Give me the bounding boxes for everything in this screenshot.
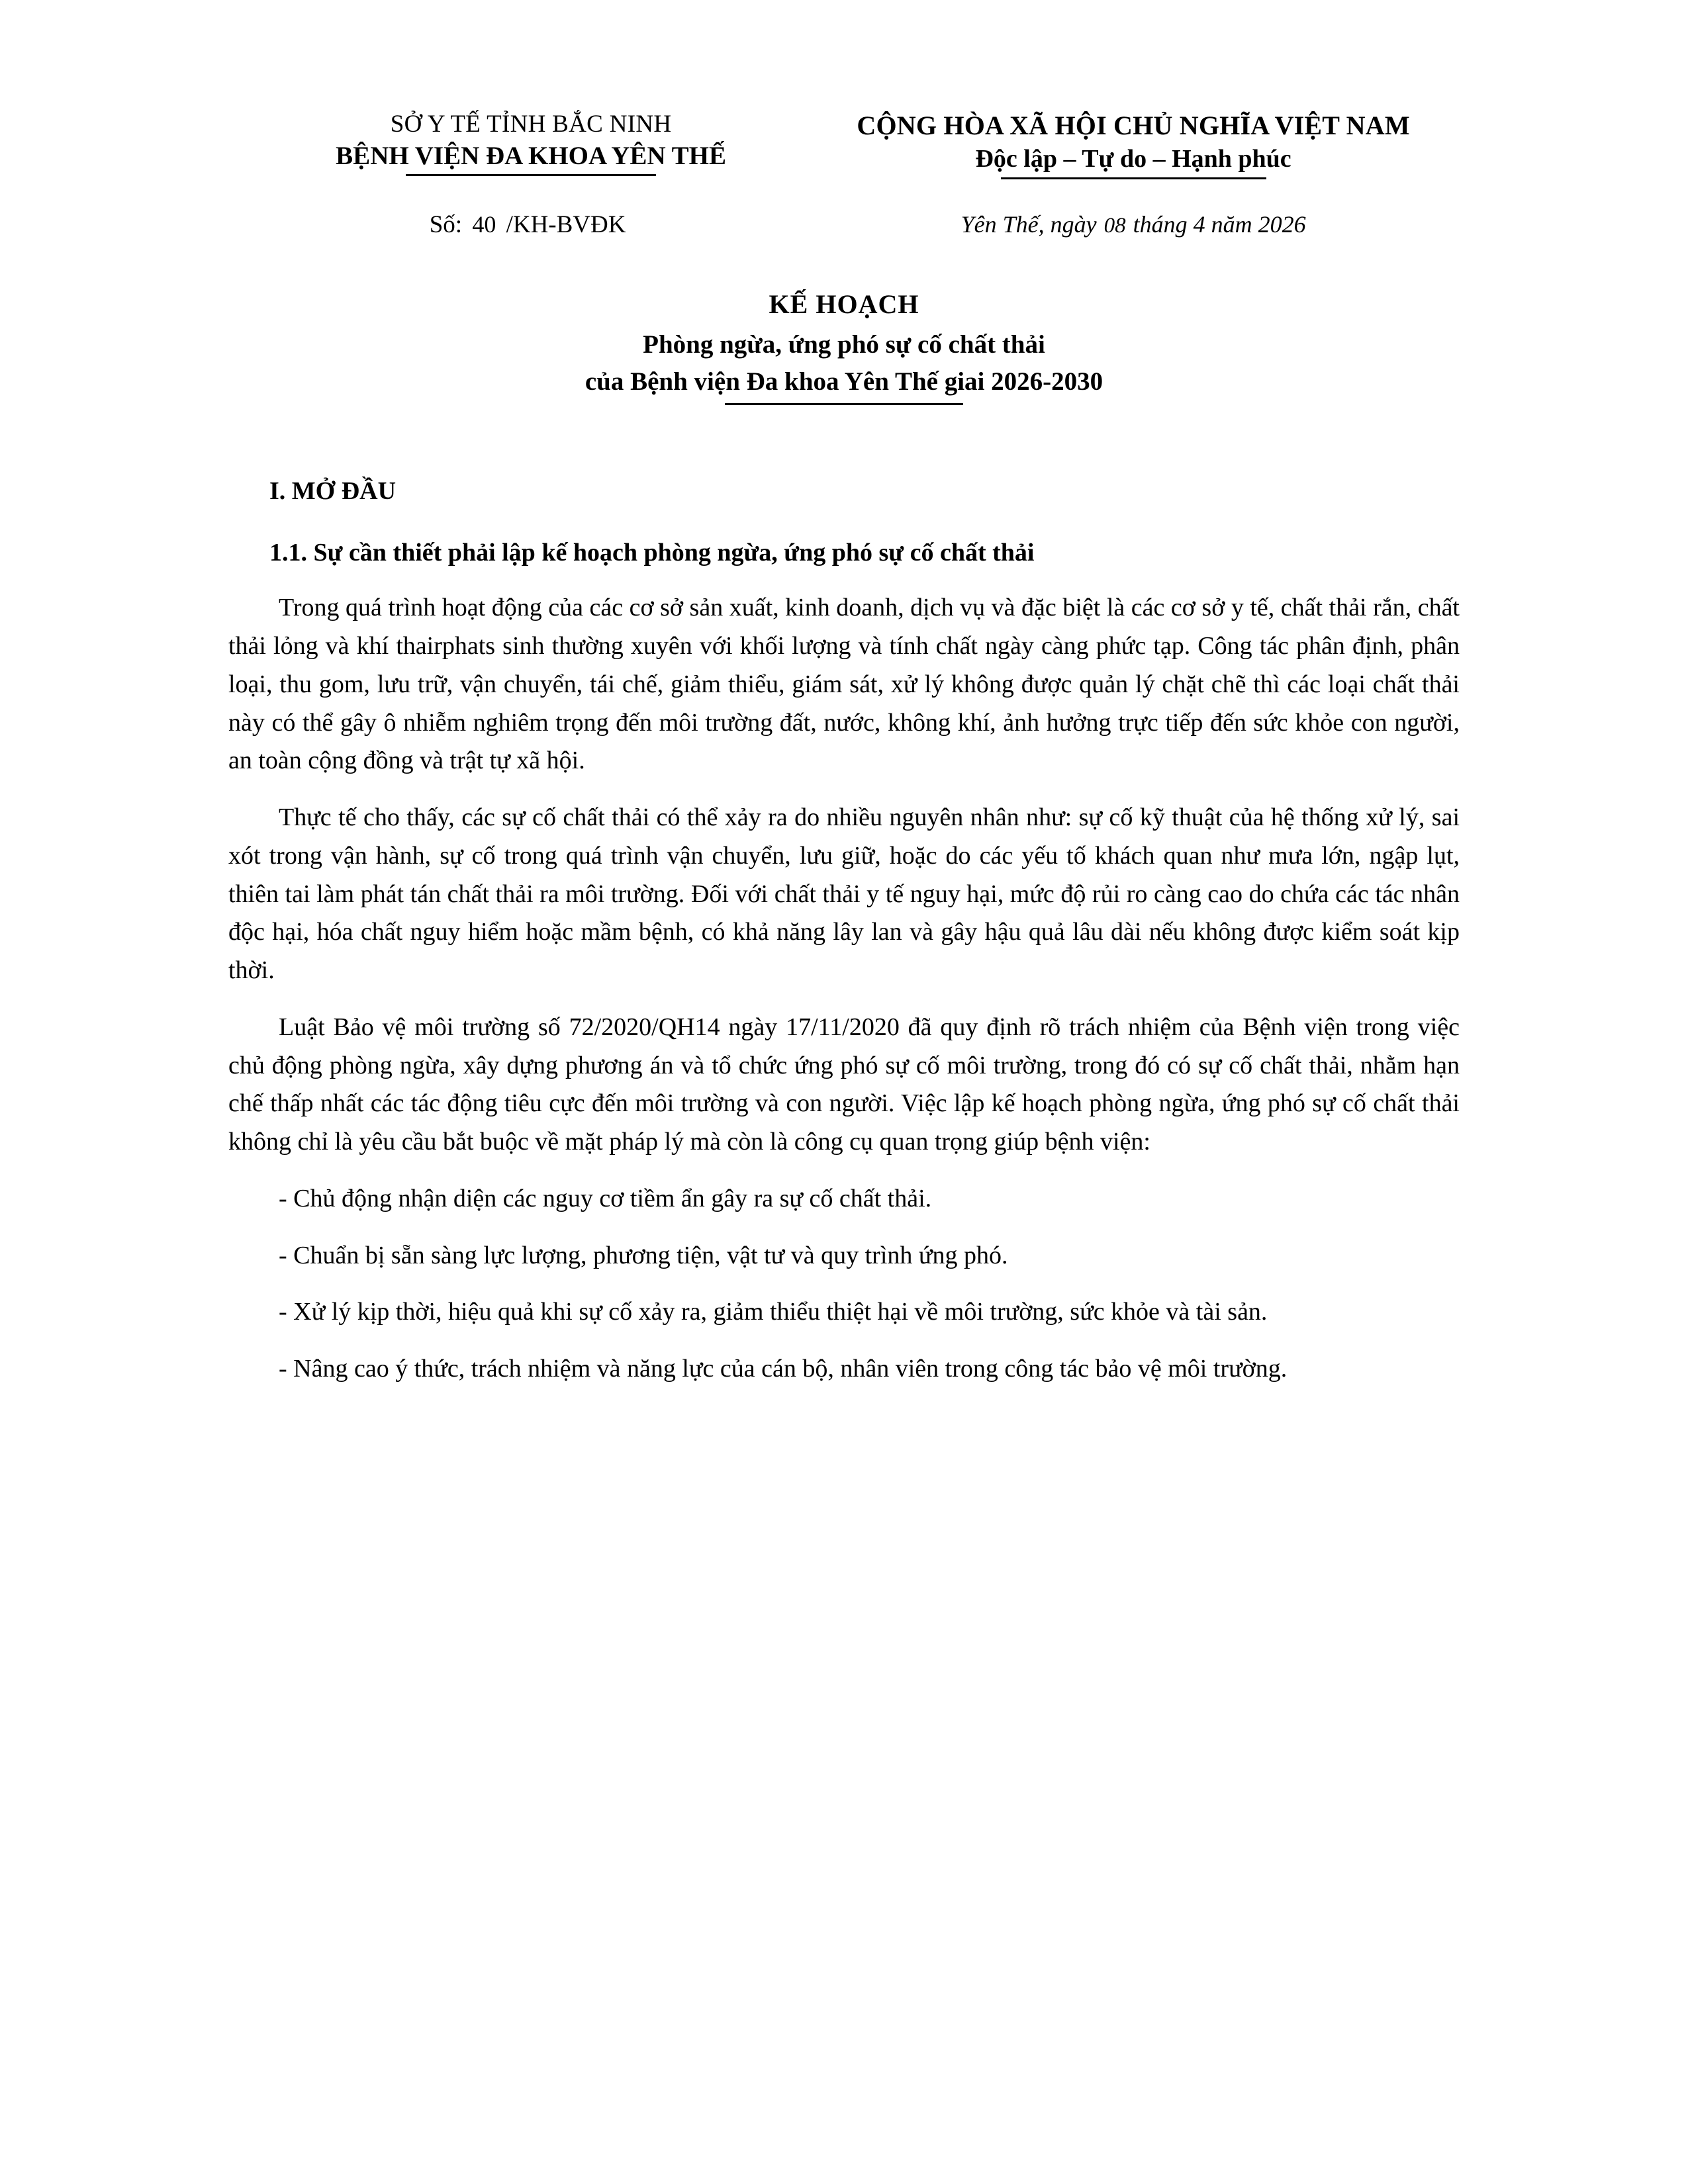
document-number-value: 40 (472, 211, 496, 238)
document-title-block (228, 287, 1460, 400)
document-subheader (228, 210, 1460, 239)
document-number-label: Số: (429, 211, 463, 239)
document-number-suffix: /KH-BVĐK (506, 211, 626, 239)
paragraph-2: Thực tế cho thấy, các sự cố chất thải có thể xảy ra do nhiều nguyên nhân như: sự cố kỹ thuật của hệ thống xử lý, sai xót trong vận hành, sự cố trong quá trình vận chuyển, lưu giữ, hoặc do các yếu tố khách quan như mưa lớn, ngập lụt, thiên tai làm phát tán chất thải ra môi trường. Đối với chất thải y tế nguy hại, mức độ rủi ro càng cao do chứa các tác nhân độc hại, hóa chất nguy hiểm hoặc mầm bệnh, có khả năng lây lan và gây hậu quả lâu dài nếu không được kiểm soát kịp thời. (228, 803, 1460, 985)
issuing-authority: SỞ Y TẾ TỈNH BẮC NINH (390, 111, 672, 138)
paragraph-3: Luật Bảo vệ môi trường số 72/2020/QH14 ngày 17/11/2020 đã quy định rõ trách nhiệm của Bệnh viện trong việc chủ động phòng ngừa, xây dựng phương án và tổ chức ứng phó sự cố môi trường, trong đó có sự cố chất thải, nhằm hạn chế thấp nhất các tác động tiêu cực đến môi trường và con người. Việc lập kế hoạch phòng ngừa, ứng phó sự cố chất thải không chỉ là yêu cầu bắt buộc về mặt pháp lý mà còn là công cụ quan trọng giúp bệnh viện: (228, 1013, 1460, 1156)
bullet-item-4: - Nâng cao ý thức, trách nhiệm và năng lực của cán bộ, nhân viên trong công tác bảo vệ môi trường. (279, 1355, 1288, 1383)
bullet-item-2: - Chuẩn bị sẵn sàng lực lượng, phương tiện, vật tư và quy trình ứng phó. (279, 1241, 1008, 1269)
document-subtitle-line2: của Bệnh viện Đa khoa Yên Thế giai 2026-2030 (585, 363, 1103, 400)
bullet-item-3: - Xử lý kịp thời, hiệu quả khi sự cố xảy ra, giảm thiểu thiệt hại về môi trường, sức khỏe và tài sản. (279, 1298, 1268, 1326)
subsection-heading-1-1: 1.1. Sự cần thiết phải lập kế hoạch phòng ngừa, ứng phó sự cố chất thải (269, 539, 1035, 567)
document-header (228, 109, 1460, 176)
header-left-block (228, 109, 807, 173)
document-title: KẾ HOẠCH (769, 289, 919, 320)
section-heading-1: I. MỞ ĐẦU (269, 477, 397, 506)
document-content (228, 109, 1460, 1388)
national-motto: Độc lập – Tự do – Hạnh phúc (975, 142, 1291, 176)
header-right-block (807, 109, 1460, 176)
date-day: 08 (1103, 214, 1126, 238)
document-number-line (228, 210, 807, 239)
date-month-year: tháng 4 năm 2026 (1133, 211, 1306, 238)
document-date-line (807, 210, 1460, 238)
national-title: CỘNG HÒA XÃ HỘI CHỦ NGHĨA VIỆT NAM (857, 111, 1410, 140)
paragraph-1: Trong quá trình hoạt động của các cơ sở sản xuất, kinh doanh, dịch vụ và đặc biệt là các cơ sở y tế, chất thải rắn, chất thải lỏng và khí thairphats sinh thường xuyên với khối lượng và tính chất ngày càng phức tạp. Công tác phân định, phân loại, thu gom, lưu trữ, vận chuyển, tái chế, giảm thiểu, giám sát, xử lý không được quản lý chặt chẽ thì các loại chất thải này có thể gây ô nhiễm nghiêm trọng đến môi trường đất, nước, không khí, ảnh hưởng trực tiếp đến sức khỏe con người, an toàn cộng đồng và trật tự xã hội. (228, 594, 1460, 775)
hospital-name: BỆNH VIỆN ĐA KHOA YÊN THẾ (336, 140, 726, 173)
bullet-item-1: - Chủ động nhận diện các nguy cơ tiềm ẩn gây ra sự cố chất thải. (279, 1184, 932, 1212)
document-subtitle-line1: Phòng ngừa, ứng phó sự cố chất thải (643, 330, 1045, 359)
date-prefix: Yên Thế, ngày (961, 211, 1097, 238)
